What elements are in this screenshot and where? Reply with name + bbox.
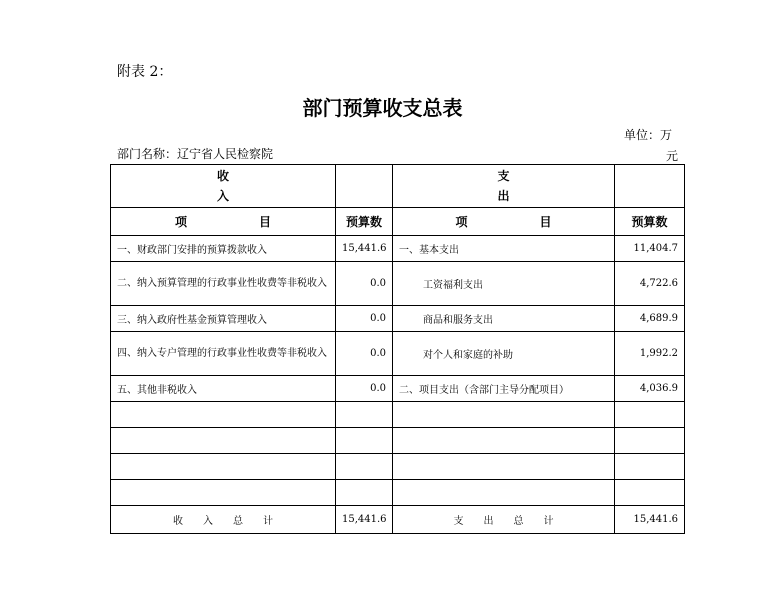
expense-header-line1: 支	[497, 169, 510, 183]
total-row	[111, 506, 685, 534]
income-value: 0.0	[336, 332, 393, 376]
table-row	[111, 376, 685, 402]
income-value: 15,441.6	[336, 236, 393, 262]
table-row	[111, 236, 685, 262]
expense-header	[393, 165, 615, 208]
expense-value: 4,689.9	[615, 306, 685, 332]
unit-label-line2: 元	[665, 149, 678, 163]
department-label: 部门名称：辽宁省人民检察院	[117, 147, 274, 161]
budget-summary-table	[110, 164, 685, 534]
col-header-expense-item: 项 目	[393, 208, 615, 236]
table-row	[111, 306, 685, 332]
expense-item: 一、基本支出	[393, 236, 615, 262]
income-item: 三、纳入政府性基金预算管理收入	[111, 306, 336, 332]
expense-item: 二、项目支出（含部门主导分配项目）	[393, 376, 615, 402]
expense-header-blank	[615, 165, 685, 208]
income-header-line2: 入	[216, 189, 229, 203]
col-header-income-item: 项 目	[111, 208, 336, 236]
expense-item: 对个人和家庭的补助	[393, 332, 615, 376]
income-item: 四、纳入专户管理的行政事业性收费等非税收入	[111, 332, 336, 376]
income-header	[111, 165, 336, 208]
empty-row	[111, 480, 685, 506]
expense-value: 11,404.7	[615, 236, 685, 262]
page-title: 部门预算收支总表	[302, 96, 463, 120]
total-expense-label: 支 出 总 计	[393, 506, 615, 534]
attachment-label: 附表 2：	[117, 64, 173, 80]
total-income-label: 收 入 总 计	[111, 506, 336, 534]
expense-header-line2: 出	[497, 189, 510, 203]
empty-row	[111, 402, 685, 428]
expense-item: 工资福利支出	[393, 262, 615, 306]
income-value: 0.0	[336, 306, 393, 332]
expense-item: 商品和服务支出	[393, 306, 615, 332]
income-item: 一、财政部门安排的预算拨款收入	[111, 236, 336, 262]
income-value: 0.0	[336, 376, 393, 402]
table-row	[111, 332, 685, 376]
table-header-row-1	[111, 165, 685, 208]
total-income-value: 15,441.6	[336, 506, 393, 534]
unit-label	[624, 125, 684, 167]
empty-row	[111, 428, 685, 454]
income-item: 二、纳入预算管理的行政事业性收费等非税收入	[111, 262, 336, 306]
col-header-expense-budget: 预算数	[615, 208, 685, 236]
table-header-row-2	[111, 208, 685, 236]
expense-value: 4,722.6	[615, 262, 685, 306]
income-header-blank	[336, 165, 393, 208]
unit-label-line1: 单位：万	[624, 128, 673, 142]
expense-value: 1,992.2	[615, 332, 685, 376]
empty-row	[111, 454, 685, 480]
income-header-line1: 收	[216, 169, 229, 183]
col-header-income-budget: 预算数	[336, 208, 393, 236]
total-expense-value: 15,441.6	[615, 506, 685, 534]
income-item: 五、其他非税收入	[111, 376, 336, 402]
income-value: 0.0	[336, 262, 393, 306]
expense-value: 4,036.9	[615, 376, 685, 402]
table-row	[111, 262, 685, 306]
